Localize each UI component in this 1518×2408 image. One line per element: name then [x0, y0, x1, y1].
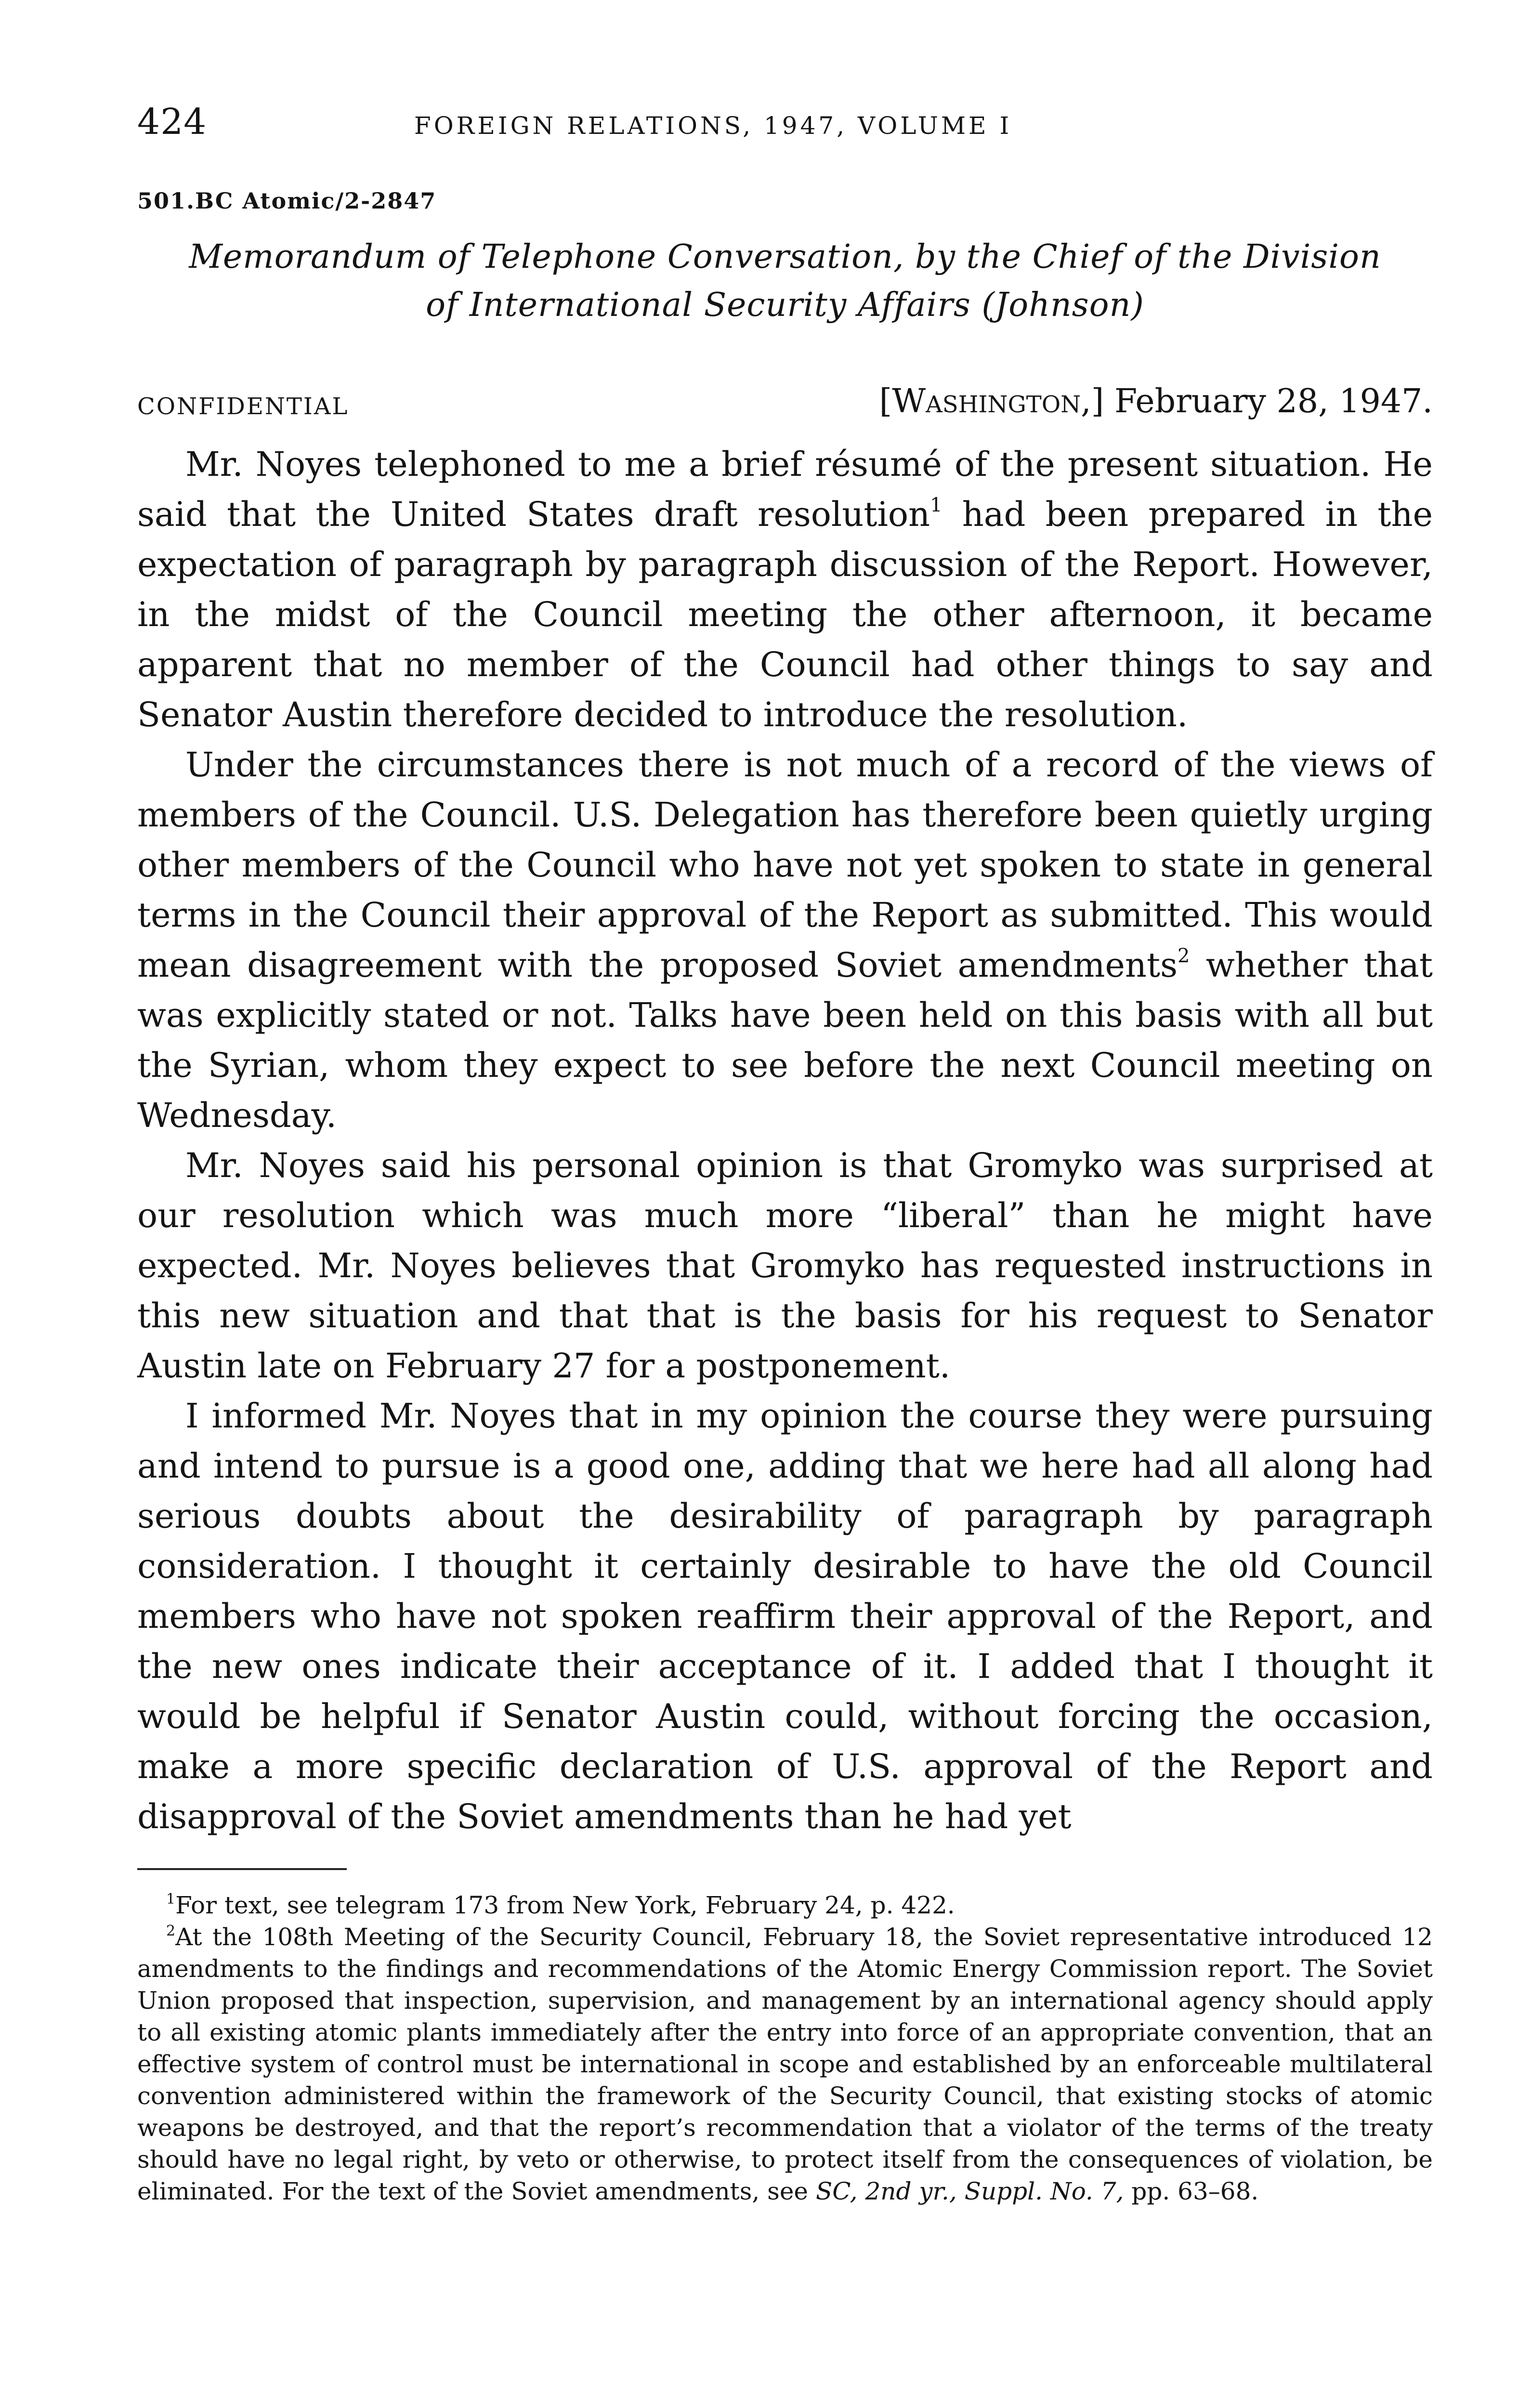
document-title-line-1: Memorandum of Telephone Conversation, by the Chief of the Division [189, 238, 1381, 276]
running-title: FOREIGN RELATIONS, 1947, VOLUME I [414, 112, 1012, 140]
place: [Washington,] [879, 382, 1104, 420]
classification-label: CONFIDENTIAL [137, 393, 349, 420]
footnote-2: $^2$At the 108th Meeting of the Security Council, February 18, the Soviet representative introduced 12 amendments to the findings and recommendations of the Atomic Energy Commission report. The Soviet Union proposed that inspection, supervision, and management by an international agency should apply to all existing atomic plants immediately after the entry into force of an appropriate convention, that an effective system of control must be international in scope and established by an enforceable multilateral convention administered within the framework of the Security Council, that existing stocks of atomic weapons be destroyed, and that the report’s recommendation that a violator of the terms of the treaty should have no legal right, by veto or otherwise, to protect itself from the consequences of violation, be eliminated. For the text of the Soviet amendments, see SC, 2nd yr., Suppl. No. 7, pp. 63–68. [137, 1923, 1433, 2205]
file-number: 501.BC Atomic/2-2847 [137, 188, 437, 214]
paragraph-1: Mr. Noyes telephoned to me a brief résumé of the present situation. He said that the United States draft resolution$^1$ had been prepared in the expectation of paragraph by paragraph discussion of the Report. However, in the midst of the Council meeting the other afternoon, it became apparent that no member of the Council had other things to say and Senator Austin therefore decided to introduce the resolution. [137, 445, 1433, 734]
document-title-line-2: of International Security Affairs (Johnson) [426, 286, 1144, 324]
paragraph-2: Under the circumstances there is not much of a record of the views of members of the Council. U.S. Delegation has therefore been quietly urging other members of the Council who have not yet spoken to state in general terms in the Council their approval of the Report as submitted. This would mean disagreement with the proposed Soviet amendments$^2$ whether that was explicitly stated or not. Talks have been held on this basis with all but the Syrian, whom they expect to see before the next Council meeting on Wednesday. [137, 745, 1433, 1135]
footnote-2-citation: SC, 2nd yr., Suppl. No. 7, [815, 2177, 1124, 2205]
dateline [137, 382, 1433, 435]
footnote-2-pages: pp. 63–68. [1131, 2177, 1259, 2205]
paragraph-3: Mr. Noyes said his personal opinion is that Gromyko was surprised at our resolution which was much more “liberal” than he might have expected. Mr. Noyes believes that Gromyko has requested instructions in this new situation and that that is the basis for his request to Senator Austin late on February 27 for a postponement. [137, 1146, 1433, 1386]
place-date [879, 382, 1433, 420]
page-number: 424 [137, 101, 207, 143]
paragraph-4: I informed Mr. Noyes that in my opinion the course they were pursuing and intend to pursue is a good one, adding that we here had all along had serious doubts about the desirability of paragraph by paragraph consideration. I thought it certainly desirable to have the old Council members who have not spoken reaffirm their approval of the Report, and the new ones indicate their acceptance of it. I added that I thought it would be helpful if Senator Austin could, without forcing the occasion, make a more specific declaration of U.S. approval of the Report and disapproval of the Soviet amendments than he had yet [137, 1396, 1433, 1836]
footnote-1: $^1$For text, see telegram 173 from New York, February 24, p. 422. [166, 1891, 955, 1919]
footnote-mark-1: 1 [166, 1891, 176, 1908]
document-title [137, 233, 1433, 329]
date: February 28, 1947. [1114, 382, 1433, 420]
footnote-mark-2: 2 [166, 1923, 176, 1939]
memorandum-body [137, 439, 1433, 1842]
footnotes [137, 1889, 1433, 2207]
footnote-ref-1[interactable]: 1 [930, 494, 942, 516]
footnote-ref-2[interactable]: 2 [1178, 945, 1190, 967]
running-header [137, 101, 1433, 154]
document-page [137, 101, 1433, 2207]
footnote-divider [137, 1868, 347, 1870]
